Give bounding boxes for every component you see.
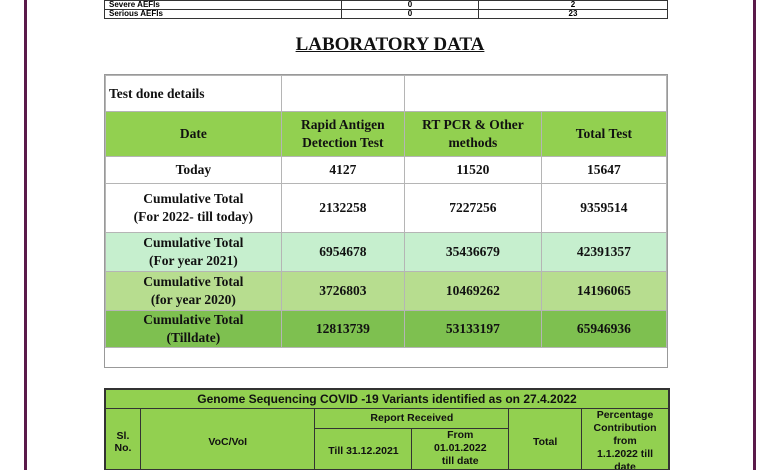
- header-till-date: Till 31.12.2021: [315, 428, 412, 470]
- header-sl-no: [106, 409, 141, 470]
- header-line: 01.01.2022: [433, 441, 487, 454]
- row-total: 14196065: [541, 272, 666, 311]
- row-date: [106, 311, 282, 348]
- table-row: [105, 10, 668, 19]
- row-total: 15647: [541, 157, 666, 184]
- aefi-table-fragment: [104, 0, 668, 19]
- table-row: [106, 157, 667, 184]
- header-total-test: Total Test: [541, 112, 666, 157]
- genome-title: Genome Sequencing COVID -19 Variants identified as on 27.4.2022: [106, 390, 669, 409]
- row-date: Today: [106, 157, 282, 184]
- header-line: Contribution: [593, 422, 657, 434]
- aefi-value: 2: [479, 1, 668, 10]
- row-rtpcr: 10469262: [405, 272, 542, 311]
- table-row: [106, 272, 667, 311]
- header-rapid-antigen: [281, 112, 404, 157]
- table-row: [106, 184, 667, 233]
- table-header-row: [106, 409, 669, 429]
- aefi-value: 0: [342, 1, 479, 10]
- header-rt-pcr: [405, 112, 542, 157]
- row-rapid: 6954678: [281, 233, 404, 272]
- header-line: 1.1.2022 till: [597, 448, 654, 460]
- row-rapid: 3726803: [281, 272, 404, 311]
- header-date: Date: [106, 112, 282, 157]
- date-line: (Tilldate): [166, 330, 221, 345]
- laboratory-data-heading: LABORATORY DATA: [295, 34, 485, 55]
- date-line: Cumulative Total: [143, 274, 244, 289]
- row-rapid: 2132258: [281, 184, 404, 233]
- table-row: [105, 1, 668, 10]
- header-line: No.: [114, 441, 132, 454]
- row-rtpcr: 35436679: [405, 233, 542, 272]
- aefi-label: Severe AEFIs: [105, 1, 342, 10]
- aefi-value: 23: [479, 10, 668, 19]
- header-line: date: [614, 461, 636, 470]
- date-line: (For 2022- till today): [133, 209, 254, 224]
- row-total: 65946936: [541, 311, 666, 348]
- empty-cell: [405, 76, 667, 112]
- page-border-left: [0, 0, 27, 470]
- header-line: Detection Test: [302, 135, 384, 150]
- header-line: methods: [448, 135, 498, 150]
- table-row: [106, 233, 667, 272]
- table-header-row: [106, 390, 669, 409]
- row-rapid: 4127: [281, 157, 404, 184]
- date-line: (For year 2021): [148, 253, 238, 268]
- row-total: 42391357: [541, 233, 666, 272]
- table-caption: Test done details: [106, 76, 282, 112]
- table-row: [106, 311, 667, 348]
- header-line: Rapid Antigen: [301, 117, 385, 132]
- header-line: RT PCR & Other: [422, 117, 524, 132]
- row-total: 9359514: [541, 184, 666, 233]
- row-date: [106, 272, 282, 311]
- table-row: [106, 76, 667, 112]
- header-report-received: Report Received: [315, 409, 509, 429]
- header-line: Percentage: [596, 409, 654, 421]
- row-rapid: 12813739: [281, 311, 404, 348]
- laboratory-table: [104, 74, 668, 368]
- row-rtpcr: 53133197: [405, 311, 542, 348]
- date-line: Cumulative Total: [143, 312, 244, 327]
- header-percentage: [582, 409, 669, 470]
- header-total: Total: [509, 409, 582, 470]
- row-rtpcr: 11520: [405, 157, 542, 184]
- page-border-right: [753, 0, 780, 470]
- row-rtpcr: 7227256: [405, 184, 542, 233]
- aefi-value: 0: [342, 10, 479, 19]
- table-header-row: [106, 112, 667, 157]
- header-line: Sl.: [116, 429, 130, 442]
- genome-sequencing-table: [104, 388, 670, 470]
- header-line: till date: [441, 454, 479, 467]
- row-date: [106, 184, 282, 233]
- row-date: [106, 233, 282, 272]
- empty-cell: [281, 76, 404, 112]
- header-from-date: [412, 428, 509, 470]
- header-line: from: [613, 435, 637, 447]
- date-line: Cumulative Total: [143, 235, 244, 250]
- header-voc-voi: VoC/VoI: [140, 409, 315, 470]
- aefi-label: Serious AEFIs: [105, 10, 342, 19]
- date-line: Cumulative Total: [143, 191, 244, 206]
- date-line: (for year 2020): [150, 292, 236, 307]
- header-line: From: [447, 428, 474, 441]
